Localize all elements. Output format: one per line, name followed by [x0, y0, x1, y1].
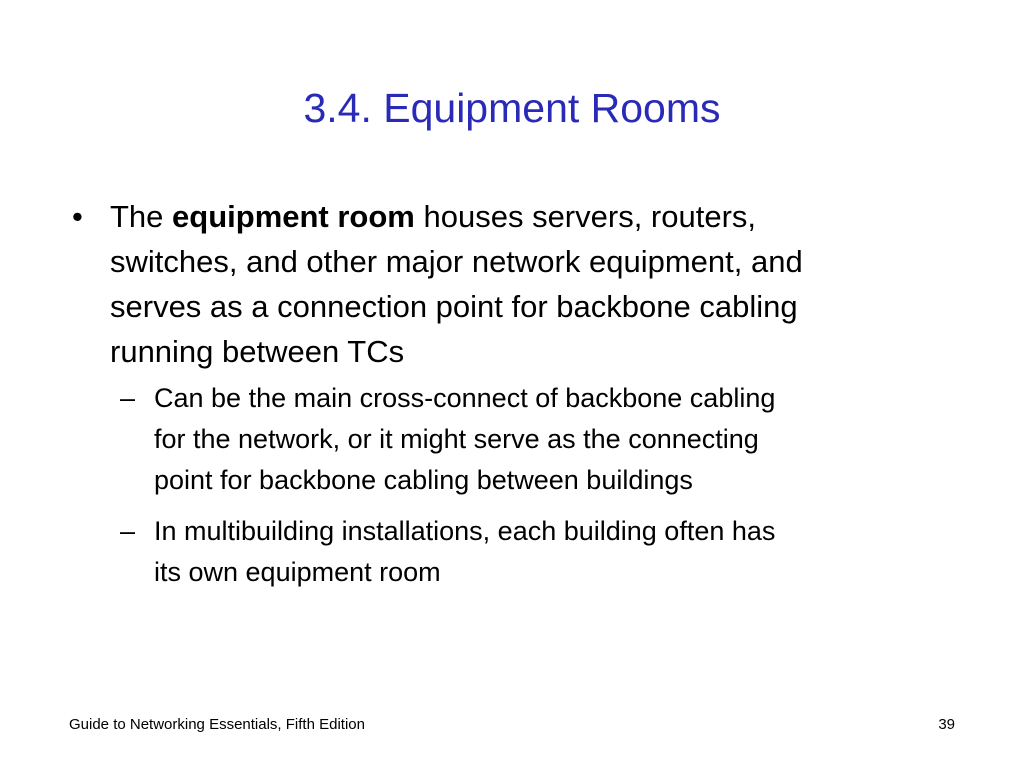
bullet-line: [110, 194, 970, 239]
bullet-equipment-room: [70, 194, 970, 374]
dash-marker: –: [120, 383, 136, 413]
sub-bullet-line: for the network, or it might serve as the connecting: [154, 424, 759, 454]
sub-bullet-multibuilding: [70, 511, 970, 593]
sub-bullet-line: point for backbone cabling between buildings: [154, 465, 693, 495]
dash-marker: –: [120, 516, 136, 546]
footer-book-title: Guide to Networking Essentials, Fifth Edition: [69, 716, 365, 733]
bullet-line: serves as a connection point for backbone cabling: [110, 289, 798, 324]
sub-bullet-line: In multibuilding installations, each building often has: [154, 516, 776, 546]
sub-bullet-main-cross-connect: [70, 378, 970, 501]
sub-bullet-list: [70, 378, 970, 593]
sub-bullet-line: its own equipment room: [154, 557, 441, 587]
bullet-line: switches, and other major network equipment, and: [110, 244, 803, 279]
slide-title: 3.4. Equipment Rooms: [303, 85, 721, 131]
sub-bullet-line: Can be the main cross-connect of backbone cabling: [154, 383, 776, 413]
bullet-line: running between TCs: [110, 334, 405, 369]
footer-page-number: 39: [938, 716, 955, 733]
bullet-line-prefix: The: [110, 199, 173, 234]
bullet-marker: •: [72, 199, 83, 234]
bullet-line-suffix: houses servers, routers,: [414, 199, 757, 234]
slide-body: [70, 194, 970, 603]
bullet-bold-term: equipment room: [172, 199, 415, 234]
